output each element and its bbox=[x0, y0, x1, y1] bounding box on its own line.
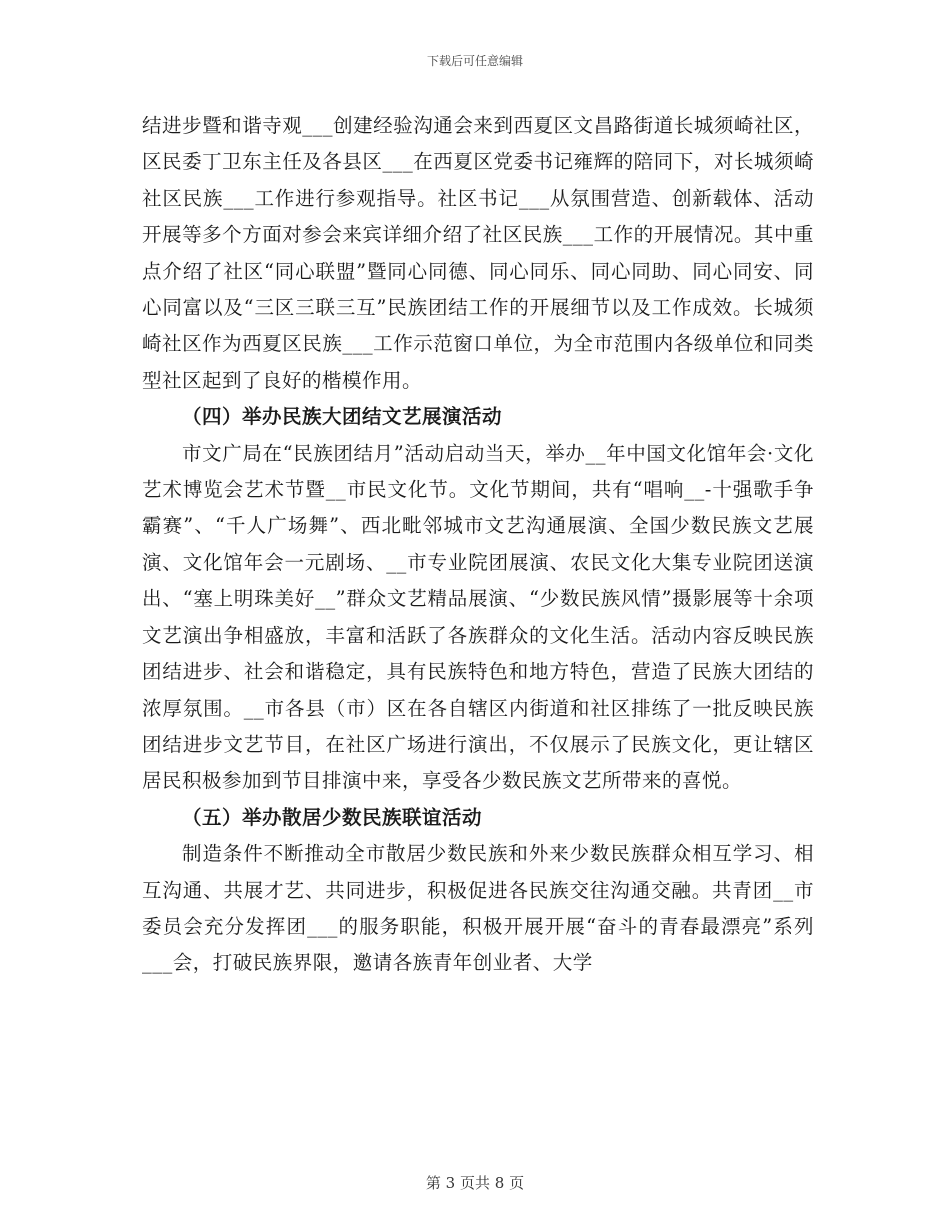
paragraph-friendship-activities: 制造条件不断推动全市散居少数民族和外来少数民族群众相互学习、相互沟通、共展才艺、共同进步，积极促进各民族交往沟通交融。共青团__市委员会充分发挥团___的服务职能，积极开展开展“奋斗的青春最漂亮”系列___会，打破民族界限，邀请各族青年创业者、大学 bbox=[142, 842, 814, 975]
page-header: 下载后可任意编辑 bbox=[426, 54, 523, 68]
section-heading-5: （五）举办散居少数民族联谊活动 bbox=[182, 805, 483, 829]
paragraph-arts-festival: 市文广局在“民族团结月”活动启动当天，举办__年中国文化馆年会·文化艺术博览会艺术节暨__市民文化节。文化节期间，共有“唱响__-十强歌手争霸赛”、“千人广场舞”、西北毗邻城市文艺沟通展演、全国少数民族文艺展演、文化馆年会一元剧场、__市专业院团展演、农民文化大集专业院团送演出、“塞上明珠美好__”群众文艺精品展演、“少数民族风情”摄影展等十余项文艺演出争相盛放，丰富和活跃了各族群众的文化生活。活动内容反映民族团结进步、社会和谐稳定，具有民族特色和地方特色，营造了民族大团结的浓厚氛围。__市各县（市）区在各自辖区内街道和社区排练了一批反映民族团结进步文艺节目，在社区广场进行演出，不仅展示了民族文化，更让辖区居民积极参加到节目排演中来，享受各少数民族文艺所带来的喜悦。 bbox=[142, 441, 814, 793]
page-footer: 第 3 页共 8 页 bbox=[425, 1174, 525, 1192]
document-body bbox=[142, 108, 814, 982]
paragraph-continuation: 结进步暨和谐寺观___创建经验沟通会来到西夏区文昌路街道长城须崎社区，区民委丁卫东主任及各县区___在西夏区党委书记雍辉的陪同下，对长城须崎社区民族___工作进行参观指导。社区书记___从氛围营造、创新载体、活动开展等多个方面对参会来宾详细介绍了社区民族___工作的开展情况。其中重点介绍了社区“同心联盟”暨同心同德、同心同乐、同心同助、同心同安、同心同富以及“三区三联三互”民族团结工作的开展细节以及工作成效。长城须崎社区作为西夏区民族___工作示范窗口单位，为全市范围内各级单位和同类型社区起到了良好的楷模作用。 bbox=[142, 114, 814, 392]
section-heading-4: （四）举办民族大团结文艺展演活动 bbox=[182, 405, 503, 429]
